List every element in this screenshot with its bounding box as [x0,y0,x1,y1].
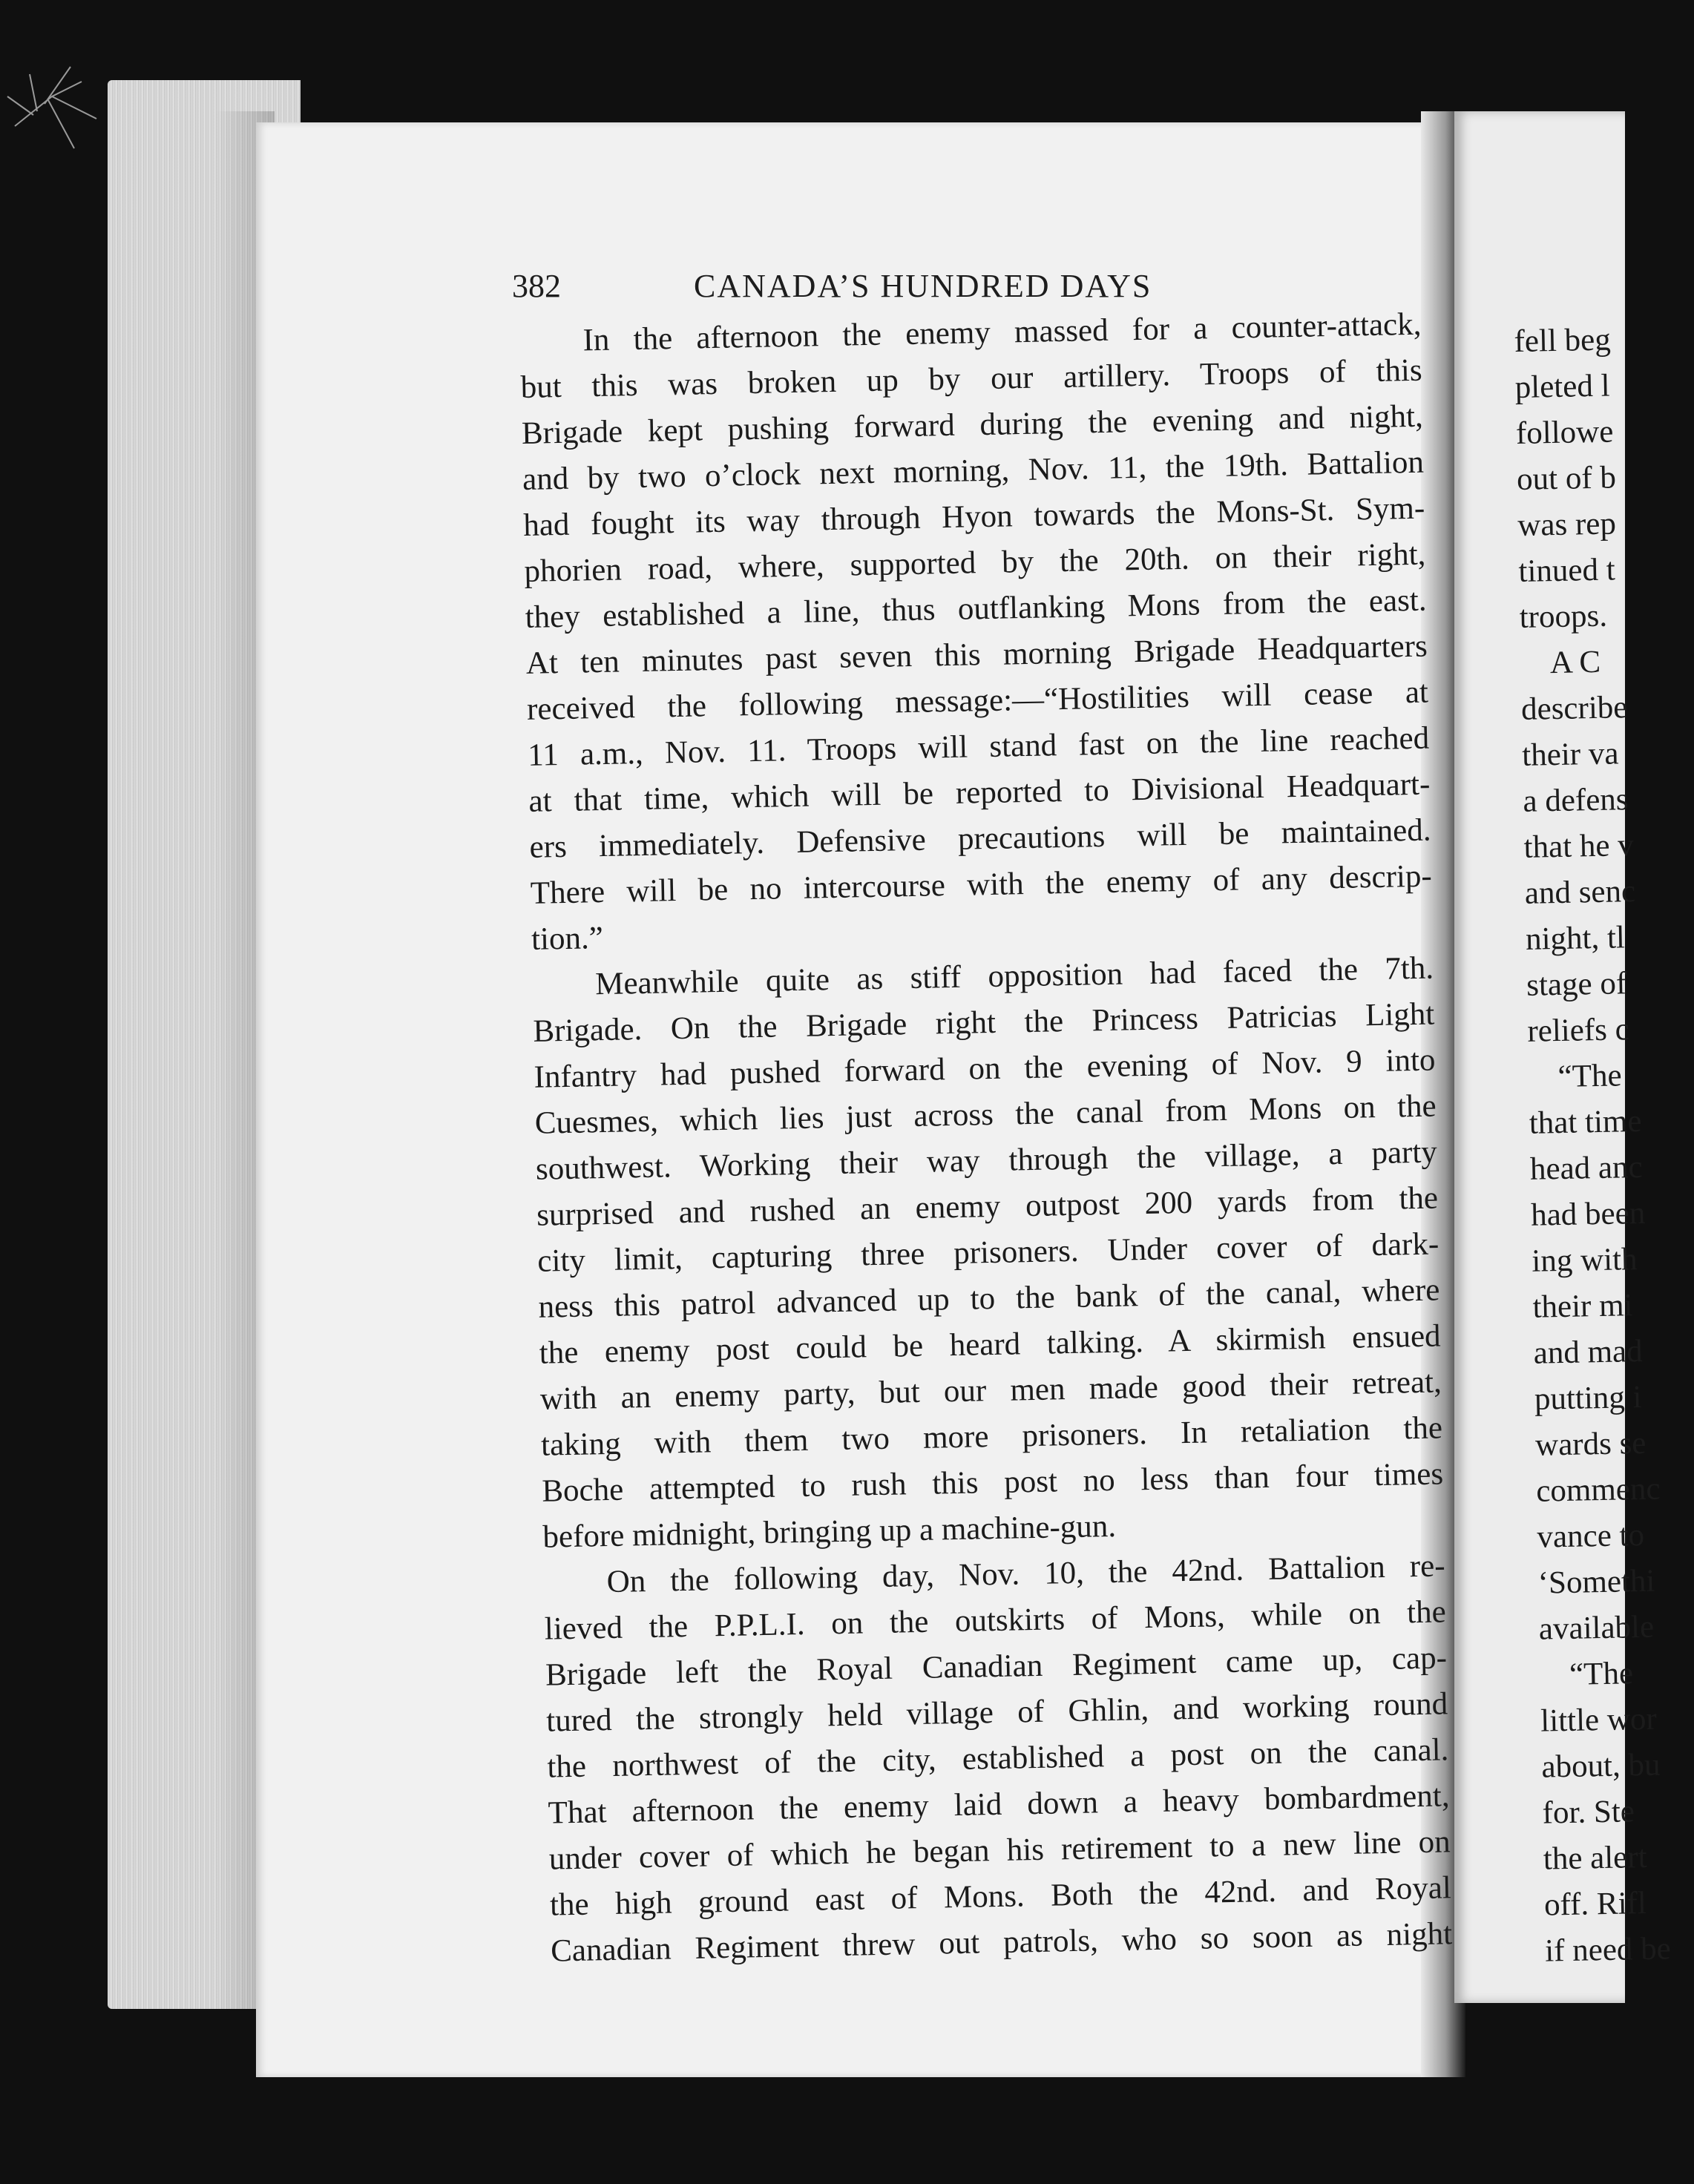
text-fragment: out of b [1516,460,1617,497]
text-fragment: was rep [1517,506,1617,543]
text-line: city limit, capturing three prisoners. Under cover of dark- [536,1226,1439,1279]
text-fragment: little wor [1540,1701,1658,1739]
text-line: the high ground east of Mons. Both the 42nd. and Royal [549,1870,1452,1923]
text-line: surprised and rushed an enemy outpost 200 yards from the [536,1180,1439,1233]
text-fragment: commenc [1535,1471,1661,1509]
text-fragment: tinued t [1518,552,1616,589]
text-line: but this was broken up by our artillery. Troops of this [520,352,1423,405]
text-fragment: a defens [1523,782,1629,819]
text-fragment: and mad [1533,1333,1644,1371]
text-fragment: their va [1521,736,1619,773]
text-line: In the afternoon the enemy massed for a counter-attack, [582,306,1422,358]
text-fragment: ing with [1531,1242,1638,1279]
page-number: 382 [512,268,561,304]
text-line: At ten minutes past seven this morning Brigade Headquarters [525,628,1428,681]
text-line: under cover of which he began his retirement to a new line on [548,1824,1451,1877]
insect-silhouette [0,52,111,156]
text-line: tured the strongly held village of Ghlin, and working round [545,1686,1448,1739]
text-fragment: off. Rifl [1543,1885,1647,1923]
text-fragment: describe [1520,690,1628,727]
text-line: with an enemy party, but our men made good their retreat, [539,1364,1442,1417]
text-fragment: if need be [1544,1931,1672,1969]
text-line: ers immediately. Defensive precautions will be maintained. [529,812,1431,865]
text-fragment: that he v [1523,828,1635,865]
text-line: phorien road, where, supported by the 20th. on their right, [524,536,1426,589]
text-fragment: the alert [1543,1839,1647,1877]
text-line: southwest. Working their way through the village, a party [535,1134,1438,1187]
text-fragment: putting i [1534,1379,1642,1417]
text-fragment: pleted l [1514,368,1610,405]
text-line: Boche attempted to rush this post no less than four times [541,1456,1444,1509]
text-line: the northwest of the city, established a post on the canal. [547,1732,1449,1785]
text-line: had fought its way through Hyon towards the Mons-St. Sym- [522,490,1425,543]
text-line: Brigade kept pushing forward during the evening and night, [521,398,1424,451]
text-fragment: about, bu [1541,1747,1661,1785]
text-fragment: stage of [1526,966,1627,1003]
text-line: On the following day, Nov. 10, the 42nd. Battalion re- [606,1548,1445,1600]
text-fragment: fell beg [1514,322,1612,359]
text-fragment: “The [1569,1656,1634,1692]
text-fragment: reliefs c [1526,1012,1630,1049]
text-line: Cuesmes, which lies just across the canal from Mons on the [534,1088,1437,1141]
text-line: Infantry had pushed forward on the evening of Nov. 9 into [534,1042,1436,1095]
text-fragment: “The [1557,1058,1622,1095]
text-fragment: followe [1515,414,1614,451]
text-fragment: troops. [1519,598,1608,635]
text-line: 11 a.m., Nov. 11. Troops will stand fast on the line reached [527,720,1430,773]
left-page-body-text [519,302,1453,1975]
text-line: and by two o’clock next morning, Nov. 11, the 19th. Battalion [522,444,1425,497]
text-line: Meanwhile quite as stiff opposition had faced the 7th. [594,950,1434,1002]
text-fragment: and senc [1524,873,1636,911]
text-fragment: their mi [1532,1288,1633,1325]
text-line: taking with them two more prisoners. In retaliation the [540,1410,1443,1463]
running-title: CANADA’S HUNDRED DAYS [694,268,1152,304]
text-fragment: that time [1529,1103,1642,1141]
text-line: Brigade. On the Brigade right the Princess Patricias Light [532,996,1435,1049]
text-line: lieved the P.P.L.I. on the outskirts of Mons, while on the [544,1594,1447,1647]
text-line: That afternoon the enemy laid down a heavy bombardment, [548,1778,1450,1831]
text-fragment: vance to [1537,1517,1645,1555]
text-line: There will be no intercourse with the enemy of any descrip- [530,858,1433,911]
text-line: at that time, which will be reported to Divisional Headquart- [528,766,1431,819]
text-line: Canadian Regiment threw out patrols, who so soon as night [550,1916,1453,1969]
text-fragment: available [1538,1609,1655,1647]
text-line: Brigade left the Royal Canadian Regiment came up, cap- [545,1640,1448,1693]
text-fragment: night, tl [1525,920,1626,957]
text-fragment: head anc [1529,1149,1644,1187]
text-line: before midnight, bringing up a machine-gun. [542,1508,1117,1555]
text-fragment: ‘Somethi [1537,1563,1655,1601]
text-line: they established a line, thus outflanking Mons from the east. [525,582,1427,635]
text-line: received the following message:—“Hostilities will cease at [526,674,1429,727]
text-fragment: had been [1530,1195,1646,1233]
right-page-fragment-text [1514,316,1694,1974]
text-fragment: for. Ste [1542,1794,1635,1831]
text-line: the enemy post could be heard talking. A skirmish ensued [539,1318,1441,1371]
text-fragment: A C [1549,644,1601,681]
text-line: tion.” [531,920,604,957]
text-line: ness this patrol advanced up to the bank of the canal, where [538,1272,1440,1325]
text-fragment: wards se [1534,1425,1647,1463]
